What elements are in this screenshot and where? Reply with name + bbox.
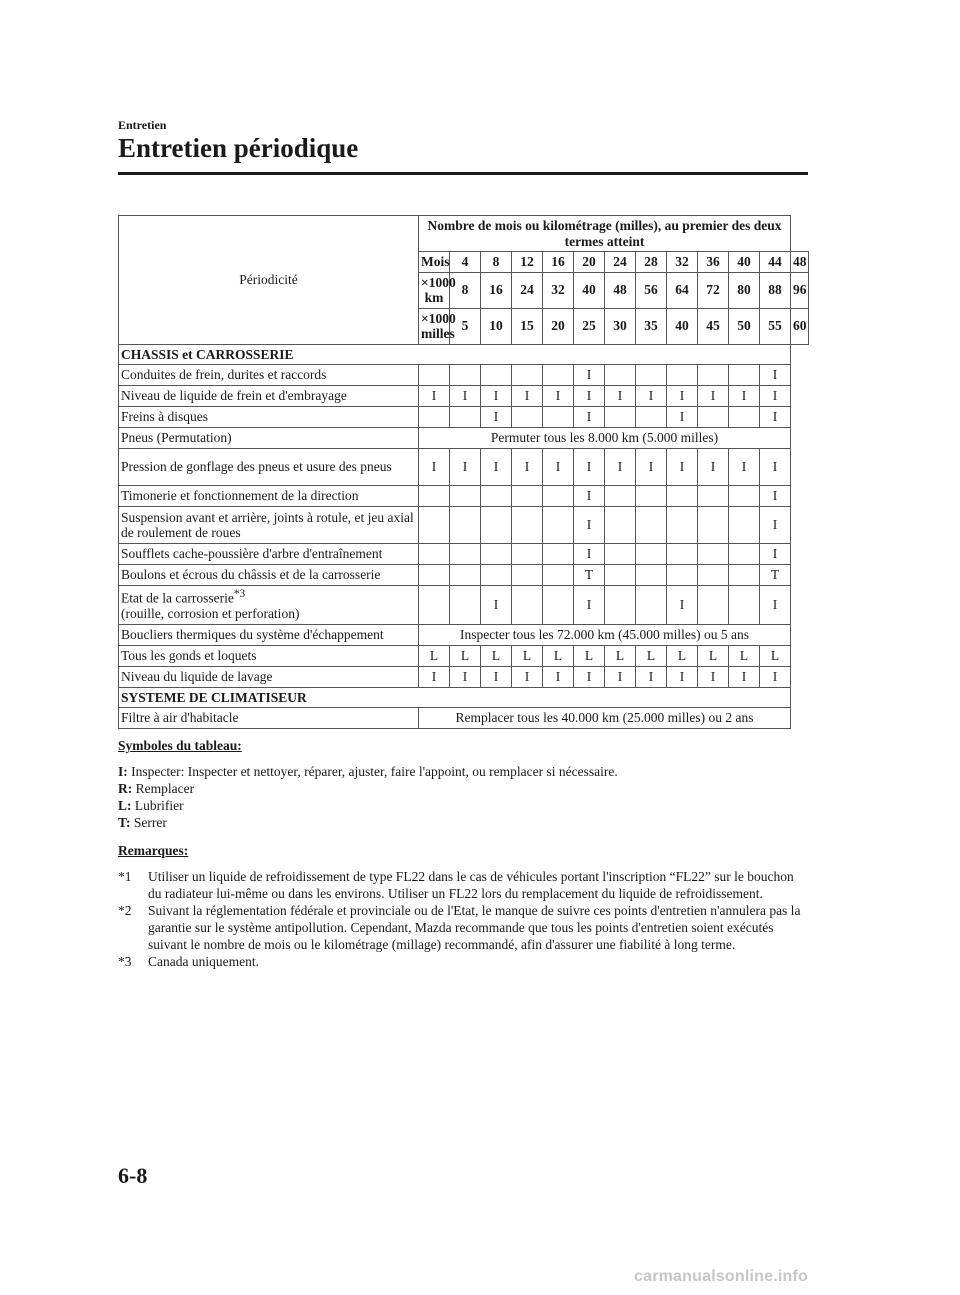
mois-value: 40 — [729, 252, 760, 273]
schedule-cell: I — [698, 386, 729, 407]
legend-text: Lubrifier — [134, 798, 184, 813]
row-label — [119, 666, 419, 687]
schedule-cell: I — [760, 449, 791, 486]
schedule-cell — [512, 565, 543, 586]
interval-header: Nombre de mois ou kilométrage (milles), au premier des deux termes atteint — [419, 216, 791, 252]
mois-value: 44 — [760, 252, 791, 273]
schedule-cell — [698, 544, 729, 565]
schedule-cell: I — [574, 666, 605, 687]
legend-text: Inspecter: Inspecter et nettoyer, réparer, ajuster, faire l'appoint, ou remplacer si nécessaire. — [131, 764, 618, 779]
table-row — [119, 624, 809, 645]
table-row — [119, 507, 809, 544]
remark-number: *2 — [118, 903, 132, 918]
row-label-text: Freins à disques — [121, 409, 208, 425]
table-row — [119, 407, 809, 428]
section-row — [119, 687, 809, 708]
schedule-cell: I — [574, 386, 605, 407]
km-value: 80 — [729, 272, 760, 308]
schedule-cell — [698, 486, 729, 507]
row-label — [119, 708, 419, 729]
schedule-cell: I — [760, 365, 791, 386]
schedule-cell: L — [729, 645, 760, 666]
mois-value: 8 — [481, 252, 512, 273]
legend-symbol: R: — [118, 781, 133, 796]
row-label — [119, 507, 419, 544]
miles-value: 45 — [698, 308, 729, 344]
remarks-title: Remarques: — [118, 843, 189, 858]
schedule-cell: I — [481, 586, 512, 625]
schedule-cell: L — [450, 645, 481, 666]
mois-value: 36 — [698, 252, 729, 273]
row-label — [119, 386, 419, 407]
schedule-cell: I — [574, 365, 605, 386]
schedule-cell — [543, 507, 574, 544]
schedule-cell: I — [760, 666, 791, 687]
miles-value: 35 — [636, 308, 667, 344]
schedule-cell: I — [450, 449, 481, 486]
schedule-cell: I — [667, 666, 698, 687]
table-row — [119, 386, 809, 407]
mois-value: 48 — [791, 252, 809, 273]
schedule-cell — [450, 565, 481, 586]
schedule-cell: L — [636, 645, 667, 666]
km-value: 8 — [450, 272, 481, 308]
mois-value: 32 — [667, 252, 698, 273]
schedule-cell — [543, 365, 574, 386]
schedule-cell — [636, 407, 667, 428]
row-label — [119, 407, 419, 428]
schedule-cell — [605, 365, 636, 386]
schedule-cell: I — [574, 407, 605, 428]
schedule-cell — [605, 586, 636, 625]
legend-item — [118, 780, 818, 797]
mois-value: 20 — [574, 252, 605, 273]
schedule-cell — [698, 586, 729, 625]
schedule-cell: I — [760, 544, 791, 565]
miles-value: 60 — [791, 308, 809, 344]
schedule-cell — [729, 365, 760, 386]
schedule-cell: I — [574, 486, 605, 507]
schedule-cell: I — [419, 666, 450, 687]
row-label — [119, 544, 419, 565]
remark-note — [118, 868, 810, 902]
footnote-marker: *3 — [233, 588, 246, 601]
legend-symbol: T: — [118, 815, 131, 830]
schedule-cell — [605, 407, 636, 428]
schedule-cell — [636, 544, 667, 565]
table-row — [119, 486, 809, 507]
row-label-text: Suspension avant et arrière, joints à rotule, et jeu axial de roulement de roues — [121, 509, 414, 541]
schedule-cell — [729, 586, 760, 625]
schedule-cell — [481, 565, 512, 586]
schedule-cell: I — [419, 386, 450, 407]
mois-value: 16 — [543, 252, 574, 273]
miles-value: 55 — [760, 308, 791, 344]
schedule-cell — [605, 565, 636, 586]
miles-value: 10 — [481, 308, 512, 344]
maintenance-schedule-table — [118, 215, 809, 729]
schedule-cell — [512, 507, 543, 544]
row-label — [119, 645, 419, 666]
schedule-cell: I — [667, 407, 698, 428]
row-label-text-2: (rouille, corrosion et perforation) — [121, 606, 300, 622]
mois-value: 4 — [450, 252, 481, 273]
schedule-cell: I — [481, 386, 512, 407]
km-value: 64 — [667, 272, 698, 308]
schedule-cell: I — [574, 544, 605, 565]
schedule-cell: I — [481, 449, 512, 486]
schedule-cell — [512, 407, 543, 428]
remarks — [118, 843, 810, 970]
schedule-cell: I — [667, 586, 698, 625]
row-label — [119, 486, 419, 507]
schedule-cell — [419, 586, 450, 625]
schedule-cell: I — [512, 386, 543, 407]
schedule-cell: I — [760, 407, 791, 428]
row-label-text: Niveau de liquide de frein et d'embrayage — [121, 388, 347, 404]
schedule-cell — [450, 544, 481, 565]
km-value: 40 — [574, 272, 605, 308]
schedule-cell: I — [729, 449, 760, 486]
schedule-cell — [605, 544, 636, 565]
row-label-text: Pression de gonflage des pneus et usure des pneus — [121, 459, 392, 475]
legend-text: Remplacer — [135, 781, 195, 796]
table-row — [119, 544, 809, 565]
row-label-text: Filtre à air d'habitacle — [121, 710, 239, 726]
schedule-cell: I — [450, 666, 481, 687]
legend-symbol: L: — [118, 798, 132, 813]
remark-number: *3 — [118, 954, 132, 969]
schedule-cell: I — [760, 486, 791, 507]
schedule-cell — [543, 407, 574, 428]
miles-label-header: ×1000 milles — [419, 308, 450, 344]
km-value: 72 — [698, 272, 729, 308]
schedule-cell: I — [512, 666, 543, 687]
legend-list — [118, 763, 818, 831]
section-title: CHASSIS et CARROSSERIE — [119, 344, 791, 365]
km-value: 32 — [543, 272, 574, 308]
schedule-cell: I — [574, 586, 605, 625]
schedule-cell — [729, 544, 760, 565]
km-value: 88 — [760, 272, 791, 308]
mois-value: 24 — [605, 252, 636, 273]
schedule-cell: L — [760, 645, 791, 666]
schedule-cell — [729, 407, 760, 428]
schedule-cell — [667, 507, 698, 544]
schedule-cell: I — [605, 449, 636, 486]
row-label-text: Conduites de frein, durites et raccords — [121, 367, 327, 383]
schedule-cell: L — [574, 645, 605, 666]
table-row — [119, 586, 809, 625]
section-title: SYSTEME DE CLIMATISEUR — [119, 687, 791, 708]
legend-symbol: I: — [118, 764, 128, 779]
schedule-cell — [512, 486, 543, 507]
schedule-cell — [419, 565, 450, 586]
table-row — [119, 645, 809, 666]
schedule-cell — [543, 486, 574, 507]
row-label-text: Etat de la carrosserie — [121, 590, 234, 606]
km-value: 96 — [791, 272, 809, 308]
legend-text: Serrer — [133, 815, 167, 830]
schedule-cell: I — [543, 666, 574, 687]
legend-item — [118, 814, 818, 831]
schedule-cell: I — [760, 507, 791, 544]
legend-item — [118, 797, 818, 814]
schedule-cell — [419, 365, 450, 386]
schedule-cell: I — [512, 449, 543, 486]
schedule-cell: L — [512, 645, 543, 666]
interval-note: Inspecter tous les 72.000 km (45.000 milles) ou 5 ans — [419, 624, 791, 645]
schedule-cell: L — [698, 645, 729, 666]
row-label — [119, 449, 419, 486]
km-value: 24 — [512, 272, 543, 308]
schedule-cell: I — [698, 449, 729, 486]
schedule-cell: I — [636, 449, 667, 486]
miles-value: 15 — [512, 308, 543, 344]
schedule-cell: I — [698, 666, 729, 687]
schedule-cell — [481, 365, 512, 386]
schedule-cell: I — [729, 386, 760, 407]
miles-value: 50 — [729, 308, 760, 344]
section-row — [119, 344, 809, 365]
row-label — [119, 565, 419, 586]
schedule-cell: I — [481, 666, 512, 687]
schedule-cell: T — [760, 565, 791, 586]
schedule-cell: L — [667, 645, 698, 666]
schedule-cell — [419, 407, 450, 428]
row-label — [119, 365, 419, 386]
schedule-cell — [698, 565, 729, 586]
schedule-cell: I — [543, 449, 574, 486]
schedule-cell — [450, 586, 481, 625]
schedule-cell — [419, 507, 450, 544]
row-label-text: Soufflets cache-poussière d'arbre d'entraînement — [121, 546, 383, 562]
periodicite-header: Périodicité — [119, 216, 419, 345]
mois-label-header: Mois — [419, 252, 450, 273]
miles-value: 5 — [450, 308, 481, 344]
schedule-cell: I — [636, 386, 667, 407]
remarks-list — [118, 868, 810, 970]
table-row — [119, 565, 809, 586]
schedule-cell — [698, 507, 729, 544]
page-title: Entretien périodique — [118, 133, 359, 163]
schedule-cell — [729, 486, 760, 507]
schedule-cell: L — [605, 645, 636, 666]
row-label-text: Pneus (Permutation) — [121, 430, 232, 446]
row-label-text: Timonerie et fonctionnement de la direction — [121, 488, 359, 504]
page-number: 6-8 — [118, 1163, 148, 1188]
row-label — [119, 586, 419, 625]
schedule-cell — [667, 365, 698, 386]
schedule-cell: I — [760, 386, 791, 407]
schedule-cell: L — [419, 645, 450, 666]
table-row — [119, 428, 809, 449]
schedule-cell — [543, 544, 574, 565]
schedule-cell: I — [667, 449, 698, 486]
row-label-text: Niveau du liquide de lavage — [121, 668, 273, 684]
miles-value: 20 — [543, 308, 574, 344]
schedule-cell: L — [481, 645, 512, 666]
schedule-cell — [450, 365, 481, 386]
schedule-cell — [450, 486, 481, 507]
table-row — [119, 708, 809, 729]
schedule-cell — [512, 544, 543, 565]
schedule-cell: I — [574, 449, 605, 486]
remark-text: Utiliser un liquide de refroidissement de type FL22 dans le cas de véhicules portant l'inscription “FL22” sur le bouchon du radiateur lui-même ou dans les environs. Utiliser un FL22 lors du remplacement du liquide de refroidissement. — [148, 869, 794, 901]
schedule-cell — [481, 544, 512, 565]
row-label-text: Boucliers thermiques du système d'échappement — [121, 626, 384, 642]
row-label — [119, 428, 419, 449]
table-row — [119, 449, 809, 486]
schedule-cell: I — [729, 666, 760, 687]
schedule-body — [119, 344, 809, 729]
schedule-cell — [729, 507, 760, 544]
schedule-cell — [605, 486, 636, 507]
title-divider — [118, 172, 808, 175]
legend-item — [118, 763, 818, 780]
schedule-cell — [698, 365, 729, 386]
remark-text: Suivant la réglementation fédérale et provinciale ou de l'Etat, le manque de suivre ces points d'entretien n'annulera pas la garantie sur le système antipollution. Cependant, Mazda recommande que tous les points d'entretien soient exécutés suivant le nombre de mois ou le kilométrage (millage) recommandé, afin d'assurer une fiabilité à long terme. — [148, 903, 801, 952]
remark-note — [118, 902, 810, 953]
watermark: carmanualsonline.info — [634, 1268, 809, 1285]
remark-note — [118, 953, 810, 970]
schedule-cell: I — [419, 449, 450, 486]
schedule-cell — [543, 565, 574, 586]
schedule-cell — [419, 486, 450, 507]
schedule-cell: T — [574, 565, 605, 586]
schedule-cell: I — [605, 666, 636, 687]
interval-note: Permuter tous les 8.000 km (5.000 milles) — [419, 428, 791, 449]
schedule-cell: I — [450, 386, 481, 407]
section-label: Entretien — [118, 118, 167, 132]
row-label-text: Boulons et écrous du châssis et de la carrosserie — [121, 567, 381, 583]
legend — [118, 738, 818, 831]
schedule-cell: I — [760, 586, 791, 625]
legend-title: Symboles du tableau: — [118, 738, 242, 753]
row-label-text: Tous les gonds et loquets — [121, 647, 257, 663]
schedule-cell — [512, 365, 543, 386]
table-row — [119, 365, 809, 386]
schedule-cell — [636, 365, 667, 386]
schedule-cell: I — [636, 666, 667, 687]
schedule-cell — [729, 565, 760, 586]
schedule-cell — [481, 486, 512, 507]
miles-value: 30 — [605, 308, 636, 344]
km-value: 56 — [636, 272, 667, 308]
schedule-cell: I — [605, 386, 636, 407]
schedule-cell: I — [574, 507, 605, 544]
km-label-header: ×1000 km — [419, 272, 450, 308]
remark-text: Canada uniquement. — [148, 954, 259, 969]
schedule-cell — [698, 407, 729, 428]
remark-number: *1 — [118, 869, 132, 884]
schedule-cell: I — [481, 407, 512, 428]
schedule-cell — [543, 586, 574, 625]
schedule-cell: L — [543, 645, 574, 666]
schedule-cell — [667, 565, 698, 586]
schedule-cell — [636, 486, 667, 507]
mois-value: 28 — [636, 252, 667, 273]
schedule-cell — [419, 544, 450, 565]
schedule-cell — [636, 507, 667, 544]
schedule-cell — [450, 407, 481, 428]
schedule-cell — [667, 544, 698, 565]
schedule-cell: I — [667, 386, 698, 407]
row-label — [119, 624, 419, 645]
km-value: 16 — [481, 272, 512, 308]
interval-note: Remplacer tous les 40.000 km (25.000 milles) ou 2 ans — [419, 708, 791, 729]
schedule-cell — [512, 586, 543, 625]
mois-value: 12 — [512, 252, 543, 273]
schedule-cell — [450, 507, 481, 544]
schedule-cell — [667, 486, 698, 507]
table-row — [119, 666, 809, 687]
schedule-cell — [605, 507, 636, 544]
schedule-cell — [481, 507, 512, 544]
schedule-cell: I — [543, 386, 574, 407]
km-value: 48 — [605, 272, 636, 308]
miles-value: 40 — [667, 308, 698, 344]
miles-value: 25 — [574, 308, 605, 344]
schedule-cell — [636, 586, 667, 625]
schedule-cell — [636, 565, 667, 586]
